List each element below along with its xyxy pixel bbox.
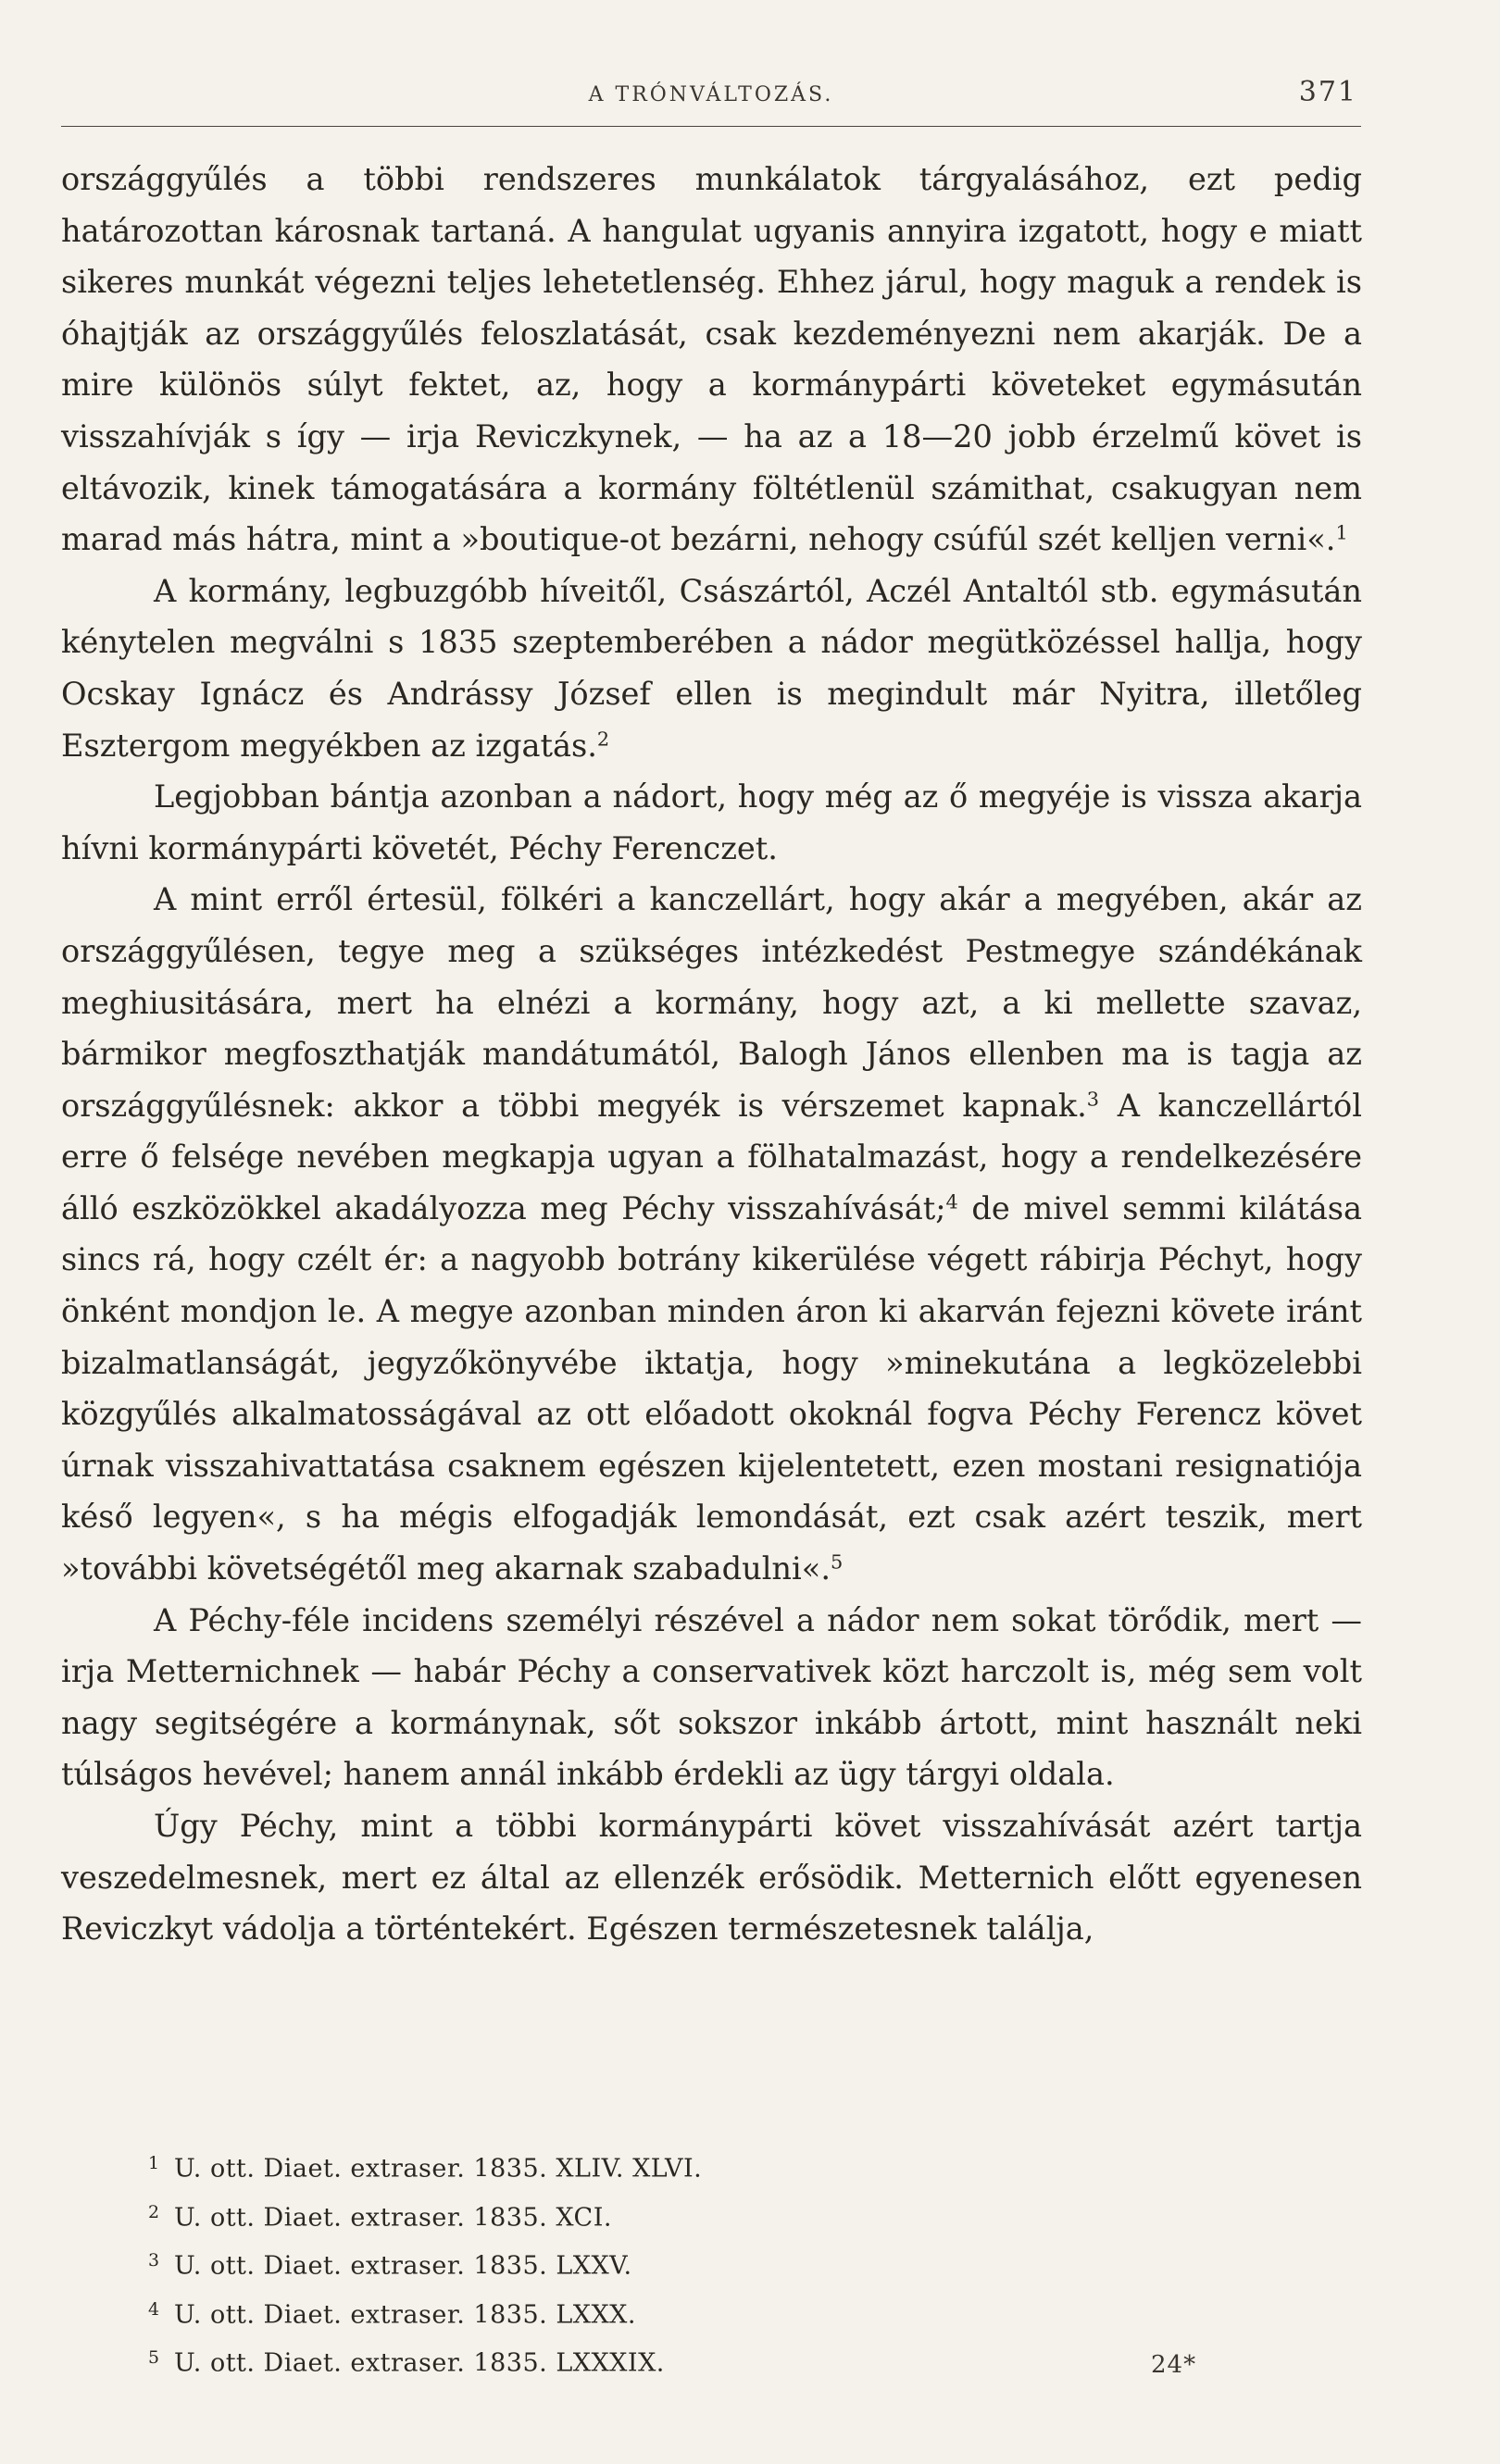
footnote — [148, 2239, 1259, 2288]
footnote-reference[interactable]: 5 — [831, 1550, 844, 1574]
footnote-reference[interactable]: 1 — [1335, 521, 1348, 544]
paragraph — [61, 874, 1362, 1594]
footnote-reference[interactable]: 2 — [596, 728, 610, 751]
footnote-text: U. ott. Diaet. extraser. 1835. LXXV. — [174, 2251, 632, 2281]
paragraph-text: Úgy Péchy, mint a többi kormánypárti követ visszahívását azért tartja veszedelmesnek, mert ez által az ellenzék erősödik. Metternich előtt egyenesen Reviczkyt vádolja a történtekért. Egészen természetesnek találja, — [61, 1808, 1362, 1948]
paragraph-text: A kanczellártól erre ő felsége nevében megkapja ugyan a fölhatalmazást, hogy a rendelkezésére álló eszközökkel akadályozza meg Péchy visszahívását; — [61, 1087, 1362, 1226]
paragraph-text: A mint erről értesül, fölkéri a kanczellárt, hogy akár a megyében, akár az országgyűlésen, tegye meg a szükséges intézkedést Pestmegye szándékának meghiusitására, mert ha elnézi a kormány, hogy azt, a ki mellette szavaz, bármikor megfoszthatják mandátumától, Balogh János ellenben ma is tagja az országgyűlésnek: akkor a többi megyék is vérszemet kapnak. — [61, 881, 1362, 1124]
paragraph — [61, 566, 1362, 771]
footnote-text: U. ott. Diaet. extraser. 1835. XCI. — [174, 2203, 612, 2232]
footnotes — [148, 2142, 1259, 2385]
paragraph-text: A kormány, legbuzgóbb híveitől, Császártól, Aczél Antaltól stb. egymásután kénytelen megválni s 1835 szeptemberében a nádor megütközéssel hallja, hogy Ocskay Ignácz és Andrássy József ellen is megindult már Nyitra, illetőleg Esztergom megyékben az izgatás. — [61, 572, 1362, 764]
footnote-text: U. ott. Diaet. extraser. 1835. LXXXIX. — [174, 2348, 665, 2378]
footnote-number: 4 — [148, 2298, 160, 2320]
footnote-reference[interactable]: 4 — [945, 1190, 958, 1213]
footnote-number: 5 — [148, 2347, 160, 2368]
footnote — [148, 2142, 1259, 2191]
paragraph — [61, 1595, 1362, 1800]
footnote — [148, 2191, 1259, 2240]
paragraph — [61, 771, 1362, 874]
body-text — [61, 154, 1362, 1955]
running-title: A TRÓNVÁLTOZÁS. — [588, 83, 834, 106]
paragraph-text: országgyűlés a többi rendszeres munkálatok tárgyalásához, ezt pedig határozottan károsnak tartaná. A hangulat ugyanis annyira izgatott, hogy e miatt sikeres munkát végezni teljes lehetetlenség. Ehhez járul, hogy maguk a rendek is óhajtják az országgyűlés feloszlatását, csak kezdeményezni nem akarják. De a mire különös súlyt fektet, az, hogy a kormánypárti követeket egymásután visszahívják s így — irja Reviczkynek, — ha az a 18—20 jobb érzelmű követ is eltávozik, kinek támogatására a kormány föltétlenül számithat, csakugyan nem marad más hátra, mint a »boutique-ot bezárni, nehogy csúfúl szét kelljen verni«. — [61, 161, 1362, 558]
paragraph-text: A Péchy-féle incidens személyi részével a nádor nem sokat törődik, mert — irja Metternichnek — habár Péchy a conservativek közt harczolt is, még sem volt nagy segitségére a kormánynak, sőt sokszor inkább ártott, mint használt neki túlságos hevével; hanem annál inkább érdekli az ügy tárgyi oldala. — [61, 1601, 1362, 1793]
footnote-number: 2 — [148, 2201, 160, 2222]
footnote-reference[interactable]: 3 — [1086, 1088, 1100, 1111]
paragraph-text: de mivel semmi kilátása sincs rá, hogy czélt ér: a nagyobb botrány kikerülése végett rábirja Péchyt, hogy önként mondjon le. A megye azonban minden áron ki akarván fejezni követe iránt bizalmatlanságát, jegyzőkönyvébe iktatja, hogy »minekutána a legközelebbi közgyűlés alkalmatosságával az ott előadott okoknál fogva Péchy Ferencz követ úrnak visszahivattatása csaknem egészen kijelentetett, ezen mostani resignatiója késő legyen«, s ha mégis elfogadják lemondását, ezt csak azért teszik, mert »további követségétől meg akarnak szabadulni«. — [61, 1189, 1362, 1587]
footnote-text: U. ott. Diaet. extraser. 1835. LXXX. — [174, 2300, 636, 2329]
page-header — [61, 76, 1361, 127]
footnote-number: 1 — [148, 2153, 160, 2173]
footnote-text: U. ott. Diaet. extraser. 1835. XLIV. XLVI. — [174, 2154, 703, 2184]
footnote-number: 3 — [148, 2250, 160, 2271]
paragraph — [61, 154, 1362, 566]
printer-signature-mark: 24* — [1151, 2351, 1197, 2379]
paragraph — [61, 1800, 1362, 1955]
footnote — [148, 2288, 1259, 2337]
footnote — [148, 2336, 1259, 2385]
page-number: 371 — [1298, 76, 1357, 108]
paragraph-text: Legjobban bántja azonban a nádort, hogy még az ő megyéje is vissza akarja hívni kormánypárti követét, Péchy Ferenczet. — [61, 778, 1362, 866]
